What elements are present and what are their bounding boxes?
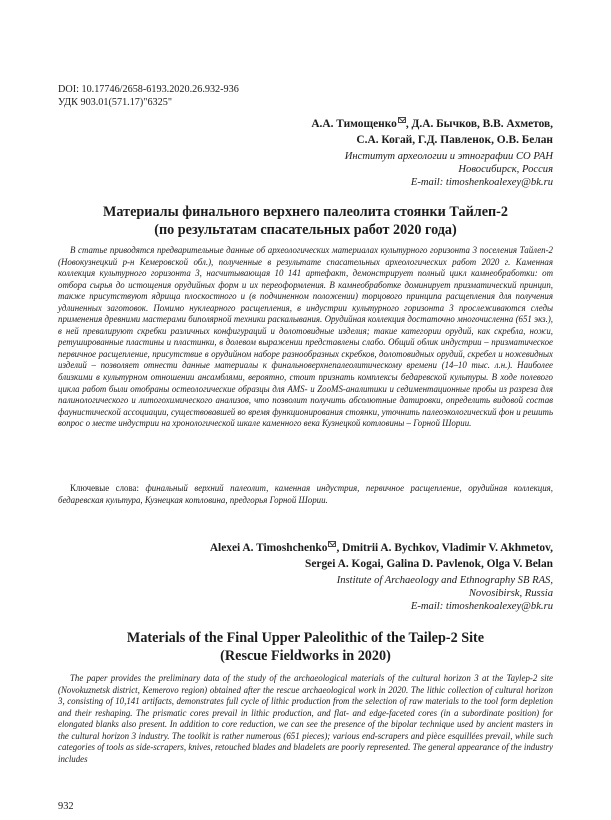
ru-abstract [58,245,553,430]
ru-abstract-text: В статье приводятся предварительные данные об археологических материалах культурного горизонта 3 поселения Тайлеп-2 (Новокузнецкий р-н Кемеровской обл.), полученные в результате спасательных археологических работ 2020 г. Каменная коллекция культурного горизонта 3, насчитывающая 10 141 артефакт, демонстрирует полный цикл камнеобработки: от отбора сырья до истощения орудийных форм и их переоформления. В камнеобработке доминирует призматический принцип, также присутствуют ядрища плоскостного и (в подчиненном положении) торцового принципа расщепления для получения удлиненных заготовок. Помимо нуклеарного расщепления, в индустрии культурного горизонта 3 прослеживаются следы применения древними мастерами биполярной техники раскалывания. Орудийная коллекция достаточно многочисленна (651 экз.), в ней превалируют скребки различных конфигураций и долотовидные изделия; такие категории орудий, как скребла, ножи, ретушированные пластины и пластинки, в долевом выражении представлены слабо. Общий облик индустрии – призматическое первичное расщепление, присутствие в орудийном наборе разнообразных скребков, долотовидных орудий, скребел и ножевидных изделий – позволяет отнести данные материалы к финальноверхнепалеолитическому времени (14–10 тыс. л.н.). Наиболее близкими в культурном отношении ансамблями, вероятно, стоит признать комплексы бедаревской культуры. В ходе полевого цикла работ были отобраны остеологические образцы для AMS- и ZooMS-аналитики и седиментационные пробы из разреза для палинологического и литогохимического анализов, что позволит получить абсолютные датировки, определить видовой состав фаунистической ассоциации, существовавшей во время функционирования стоянки, уточнить палеоэкологический фон и решить вопрос о месте индустрии на хронологической шкале каменного века Кузнецкой котловины – Горной Шории. [58,245,553,429]
en-corresponding-author: Alexei A. Timoshchenko [209,542,328,554]
mail-icon [328,541,336,547]
en-title-line-1: Materials of the Final Upper Paleolithic of the Tailep-2 Site [126,630,485,646]
ru-title-line-1: Материалы финального верхнего палеолита стоянки Тайлеп-2 [103,204,508,220]
ru-keywords-label: Ключевые слова: [70,483,139,493]
en-email[interactable]: E-mail: timoshenkoalexey@bk.ru [410,601,553,612]
ru-city: Новосибирск, Россия [458,164,553,175]
ru-keywords-text: финальный верхний палеолит, каменная индустрия, первичное расщепление, орудийная коллекция, бедаревская культура, Кузнецкая котловина, предгорья Горной Шории. [58,483,554,505]
ru-authors-line-1 [311,117,553,132]
doi-line[interactable]: DOI: 10.17746/2658-6193.2020.26.932-936 [58,84,239,95]
en-title-line-2: (Rescue Fieldworks in 2020) [220,648,391,664]
en-abstract-text: The paper provides the preliminary data of the study of the archaeological materials of the cultural horizon 3 at the Taylep-2 site (Novokuznetsk district, Kemerovo region) obtained after the rescue archaeological work in 2020. The lithic collection of cultural horizon 3, consisting of 10,141 artifacts, demonstrates full cycle of lithic production from the selection of raw materials to the tool form depletion and their reshaping. The prismatic cores prevail in lithic production, and flat- and edge-faceted cores (in a subordinate position) for elongated blanks also present. In addition to core reduction, we can see the presence of the bipolar technique used by ancient masters in the cultural horizon 3 industry. The toolkit is rather numerous (651 pieces); various end-scrapers and pièce esquillées prevail, while such categories of tools as side-scrapers, knives, retouched blades and bladelets are poorly represented. The general appearance of the industry includes [58,673,553,764]
en-coauthors: , Dmitrii A. Bychkov, Vladimir V. Akhmetov, [336,542,553,554]
en-abstract [58,673,553,765]
page-number: 932 [58,801,74,812]
udc-line: УДК 903.01(571.17)"6325" [58,97,172,108]
en-authors-line-2: Sergei A. Kogai, Galina D. Pavlenok, Olga V. Belan [305,558,553,570]
mail-icon [398,117,406,123]
ru-coauthors: , Д.А. Бычков, В.В. Ахметов, [405,118,553,130]
ru-keywords [58,483,553,506]
ru-title-line-2: (по результатам спасательных работ 2020 года) [154,222,457,238]
en-affiliation: Institute of Archaeology and Ethnography SB RAS, [336,575,553,586]
ru-affiliation: Институт археологии и этнографии СО РАН [344,151,553,162]
en-authors-line-1 [210,541,553,556]
ru-corresponding-author: А.А. Тимощенко [311,118,397,130]
en-city: Novosibirsk, Russia [468,588,553,599]
ru-email[interactable]: E-mail: timoshenkoalexey@bk.ru [410,177,553,188]
ru-authors-line-2: С.А. Когай, Г.Д. Павленок, О.В. Белан [356,134,553,146]
